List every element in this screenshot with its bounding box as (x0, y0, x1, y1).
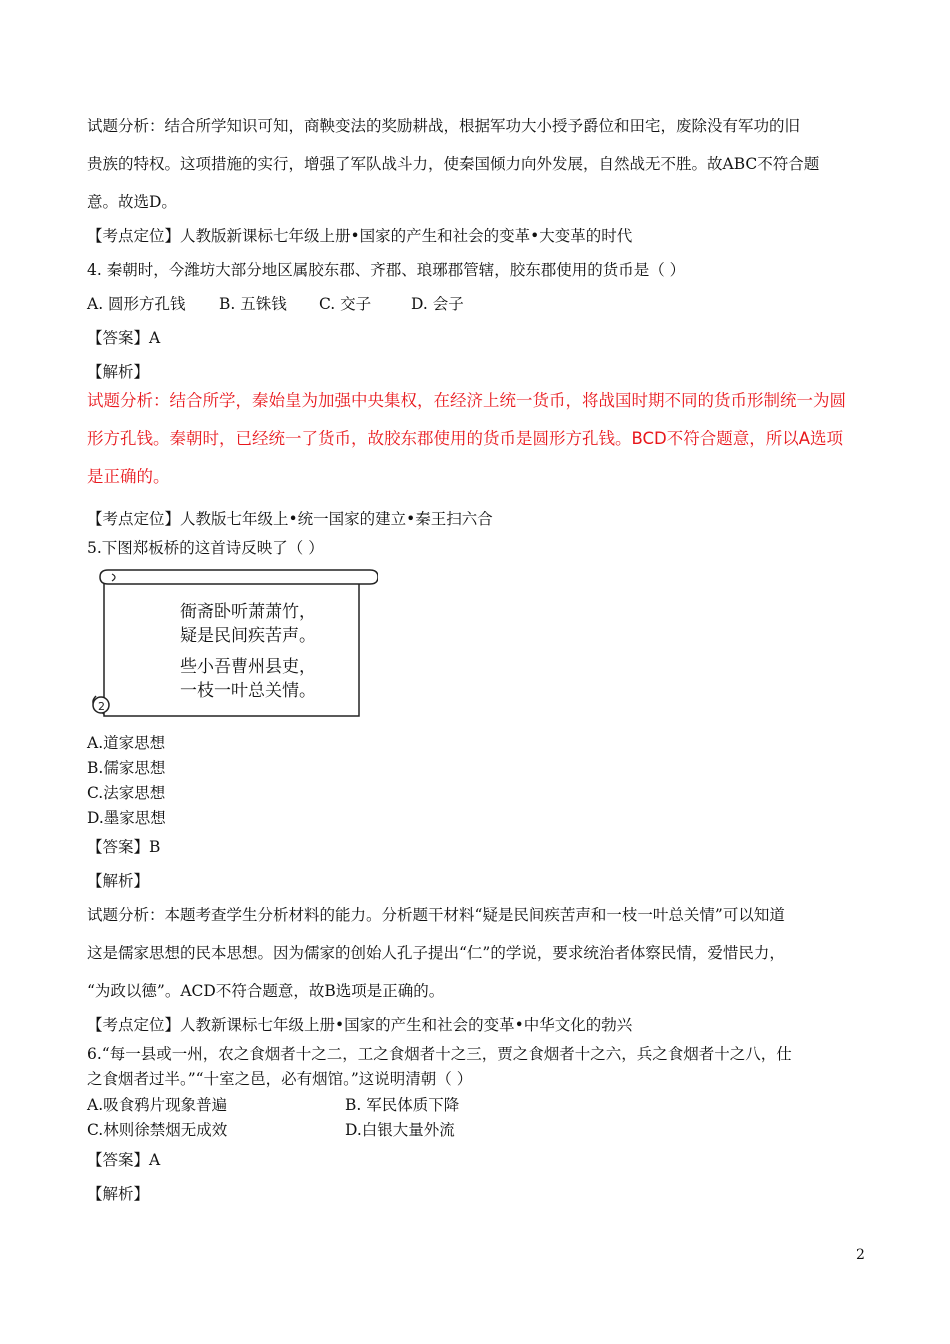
poem-line-2: 疑是民间疾苦声。 (180, 626, 316, 646)
poem-line-1: 衙斋卧听萧萧竹， (180, 602, 316, 622)
q5-analysis-line-3: “为政以德”。ACD不符合题意，故B选项是正确的。 (87, 982, 445, 1000)
q4-question: 4. 秦朝时，今潍坊大部分地区属胶东郡、齐郡、琅琊郡管辖，胶东郡使用的货币是（ ） (87, 261, 686, 279)
q4-analysis-label: 【解析】 (87, 363, 150, 381)
q6-options-row-2 (87, 1119, 867, 1141)
q4-analysis-line-1: 试题分析：结合所学，秦始皇为加强中央集权，在经济上统一货币，将战国时期不同的货币形制统一为圆 (87, 391, 846, 410)
page-number: 2 (856, 1247, 865, 1263)
q6-options-row-1 (87, 1094, 867, 1116)
q4-option-a: A. 圆形方孔钱 (87, 295, 186, 313)
q5-analysis-line-2: 这是儒家思想的民本思想。因为儒家的创始人孔子提出“仁”的学说，要求统治者体察民情，爱惜民力， (87, 944, 785, 962)
q6-option-b: B. 军民体质下降 (345, 1096, 460, 1114)
q3-analysis-line-1: 试题分析：结合所学知识可知，商鞅变法的奖励耕战，根据军功大小授予爵位和田宅，废除没有军功的旧 (87, 117, 801, 135)
q4-answer: 【答案】A (87, 329, 161, 347)
q6-question-line-2: 之食烟者过半。”“十室之邑，必有烟馆。”这说明清朝（ ） (87, 1070, 473, 1088)
q6-analysis-label: 【解析】 (87, 1185, 150, 1203)
q6-option-c: C.林则徐禁烟无成效 (87, 1121, 228, 1139)
q4-knowledge-point: 【考点定位】人教版七年级上•统一国家的建立•秦王扫六合 (87, 510, 493, 528)
q3-analysis-line-2: 贵族的特权。这项措施的实行，增强了军队战斗力，使秦国倾力向外发展，自然战无不胜。故ABC不符合题 (87, 155, 820, 173)
q4-option-c: C. 交子 (319, 295, 372, 313)
q5-question: 5.下图郑板桥的这首诗反映了（ ） (87, 539, 324, 557)
q4-analysis-line-2: 形方孔钱。秦朝时，已经统一了货币，故胶东郡使用的货币是圆形方孔钱。BCD不符合题意，所以A选项 (87, 429, 844, 448)
q5-option-b: B.儒家思想 (87, 759, 166, 777)
q5-analysis-label: 【解析】 (87, 872, 150, 890)
svg-text:2: 2 (98, 700, 105, 713)
q5-analysis-line-1: 试题分析：本题考查学生分析材料的能力。分析题干材料“疑是民间疾苦声和一枝一叶总关情”可以知道 (87, 906, 785, 924)
q3-analysis-line-3: 意。故选D。 (87, 193, 177, 211)
q4-option-b: B. 五铢钱 (219, 295, 287, 313)
q4-analysis-line-3: 是正确的。 (87, 467, 170, 486)
q5-knowledge-point: 【考点定位】人教新课标七年级上册•国家的产生和社会的变革•中华文化的勃兴 (87, 1016, 633, 1034)
q5-option-c: C.法家思想 (87, 784, 166, 802)
q4-option-d: D. 会子 (411, 295, 464, 313)
q6-question-line-1: 6.“每一县或一州，农之食烟者十之二，工之食烟者十之三，贾之食烟者十之六，兵之食烟者十之八，仕 (87, 1045, 792, 1063)
q5-answer: 【答案】B (87, 838, 161, 856)
q3-knowledge-point: 【考点定位】人教版新课标七年级上册•国家的产生和社会的变革•大变革的时代 (87, 227, 633, 245)
q4-options (87, 293, 867, 315)
poem-scroll-figure (88, 568, 378, 720)
poem-line-3: 些小吾曹州县吏， (180, 657, 316, 677)
q6-answer: 【答案】A (87, 1151, 161, 1169)
q6-option-a: A.吸食鸦片现象普遍 (87, 1096, 228, 1114)
q6-option-d: D.白银大量外流 (345, 1121, 455, 1139)
q5-option-a: A.道家思想 (87, 734, 166, 752)
q5-option-d: D.墨家思想 (87, 809, 166, 827)
poem-line-4: 一枝一叶总关情。 (180, 681, 316, 701)
